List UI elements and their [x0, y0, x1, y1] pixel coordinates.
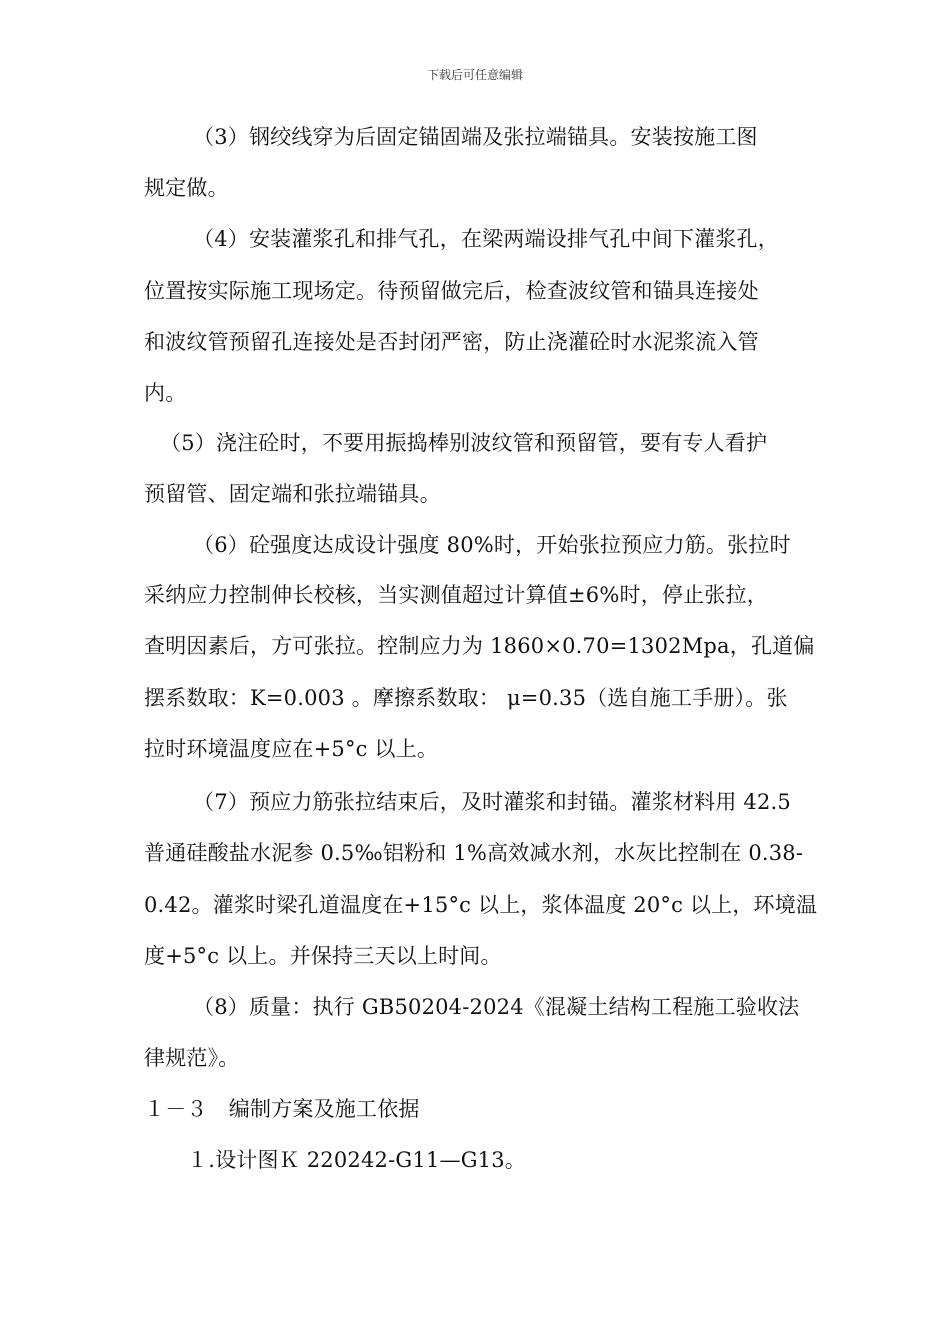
- text-line: （6）砼强度达成设计强度 80%时，开始张拉预应力筋。张拉时: [193, 533, 791, 557]
- text-line: 摆系数取：K=0.003 。摩擦系数取： μ=0.35（选自施工手册）。张: [144, 686, 788, 710]
- text-line: 和波纹管预留孔连接处是否封闭严密，防止浇灌砼时水泥浆流入管: [144, 330, 759, 354]
- text-line: 预留管、固定端和张拉端锚具。: [144, 482, 441, 506]
- text-line: 普通硅酸盐水泥参 0.5‰铝粉和 1%高效减水剂，水灰比控制在 0.38-: [144, 841, 804, 865]
- section-heading: １－３ 编制方案及施工依据: [144, 1097, 420, 1121]
- text-line: 查明因素后，方可张拉。控制应力为 1860×0.70=1302Mpa，孔道偏: [144, 634, 815, 658]
- text-line: 内。: [144, 381, 187, 405]
- text-line: （4）安装灌浆孔和排气孔，在梁两端设排气孔中间下灌浆孔，: [193, 227, 779, 251]
- text-line: 度+5°c 以上。并保持三天以上时间。: [144, 944, 502, 968]
- text-line: 拉时环境温度应在+5°c 以上。: [144, 737, 439, 761]
- text-line: 位置按实际施工现场定。待预留做完后，检查波纹管和锚具连接处: [144, 279, 759, 303]
- text-line: （5）浇注砼时，不要用振捣棒别波纹管和预留管，要有专人看护: [160, 431, 768, 455]
- text-line: （3）钢绞线穿为后固定锚固端及张拉端锚具。安装按施工图: [193, 125, 758, 149]
- text-line: 律规范》。: [144, 1046, 240, 1070]
- page-header: 下载后可任意编辑: [426, 68, 523, 82]
- text-line: 规定做。: [144, 176, 229, 200]
- text-line: 0.42。灌浆时梁孔道温度在+15°c 以上，浆体温度 20°c 以上，环境温: [144, 893, 818, 917]
- text-line: 采纳应力控制伸长校核，当实测值超过计算值±6%时，停止张拉，: [144, 583, 768, 607]
- text-line: （8）质量：执行 GB50204-2024《混凝土结构工程施工验收法: [193, 995, 800, 1019]
- text-line: １.设计图Ｋ 220242-G11—G13。: [187, 1148, 527, 1172]
- text-line: （7）预应力筋张拉结束后，及时灌浆和封锚。灌浆材料用 42.5: [193, 790, 791, 814]
